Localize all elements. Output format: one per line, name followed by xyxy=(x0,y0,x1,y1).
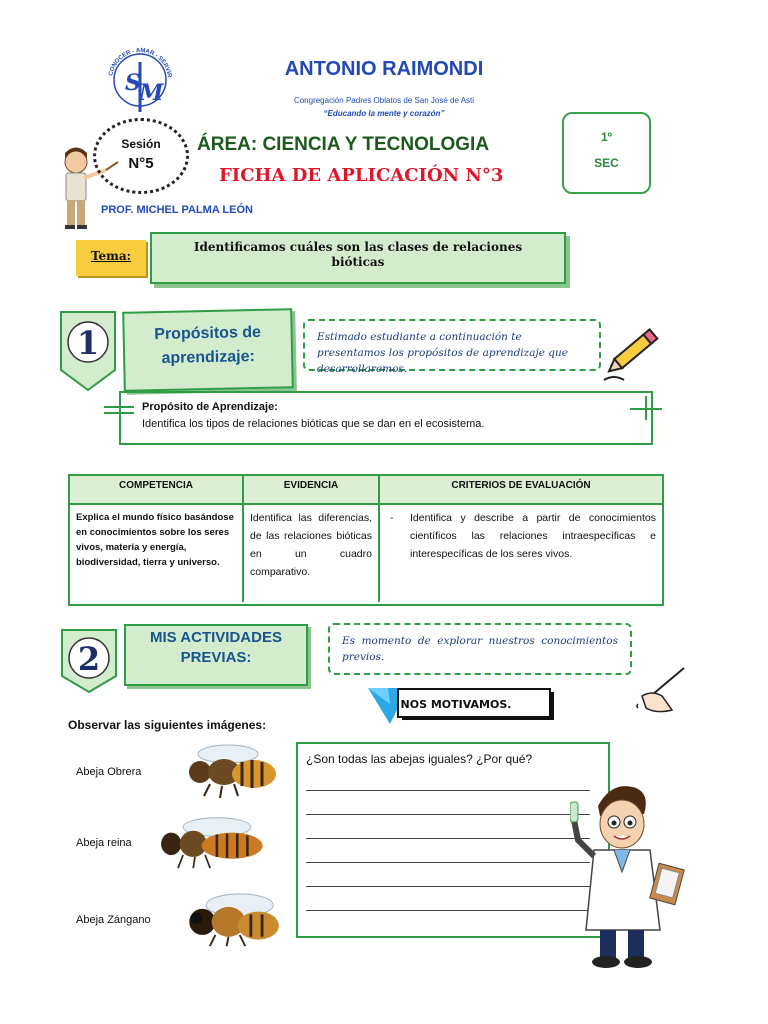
section-2-title-text: MIS ACTIVIDADES PREVIAS: xyxy=(150,629,282,666)
learning-purpose-text: Identifica los tipos de relaciones bióticas que se dan en el ecosistema. xyxy=(142,418,485,430)
svg-text:S: S xyxy=(125,70,141,96)
grade-level: SEC xyxy=(594,156,619,170)
queen-bee-image xyxy=(156,814,266,870)
subject-area: ÁREA: CIENCIA Y TECNOLOGIA xyxy=(197,134,490,155)
scientist-illustration xyxy=(570,780,690,970)
question-box xyxy=(296,742,610,938)
answer-line[interactable] xyxy=(306,814,590,815)
answer-line[interactable] xyxy=(306,910,590,911)
table-cell-evidencia: Identifica las diferencias, de las relaciones bióticas en un cuadro comparativo. xyxy=(244,505,380,602)
svg-text:M: M xyxy=(139,80,164,106)
school-name: ANTONIO RAIMONDI xyxy=(284,58,484,80)
bee-label-drone: Abeja Zángano xyxy=(76,914,151,926)
criteria-text: Identifica y describe a partir de conocimientos científicos las relaciones intraespecíficas e interespecíficas de los seres vivos. xyxy=(410,512,656,560)
session-number: N°5 xyxy=(128,155,154,172)
table-cell-competencia: Explica el mundo físico basándose en conocimientos sobre los seres vivos, materia y energía, biodiversidad, tierra y universo. xyxy=(70,505,244,602)
session-label: Sesión xyxy=(121,137,161,151)
section-1-number: 1 xyxy=(76,324,100,362)
section-2-note xyxy=(328,623,632,675)
motivation-banner xyxy=(368,688,556,724)
section-1-title xyxy=(122,308,294,392)
writing-hand-icon xyxy=(632,666,692,716)
answer-line[interactable] xyxy=(306,886,590,887)
grade-number: 1º xyxy=(600,130,613,144)
answer-line[interactable] xyxy=(306,790,590,791)
topic-box xyxy=(150,232,566,284)
question-text: ¿Son todas las abejas iguales? ¿Por qué? xyxy=(306,752,533,766)
section-2-number: 2 xyxy=(77,640,101,678)
criteria-bullet: - xyxy=(390,512,394,524)
section-1-title-text: Propósitos de aprendizaje: xyxy=(154,323,262,367)
table-header-criterios: CRITERIOS DE EVALUACIÓN xyxy=(380,476,662,505)
section-2-note-text: Es momento de explorar nuestros conocimientos previos. xyxy=(342,635,618,663)
section-1-badge xyxy=(59,310,117,392)
learning-purpose-box xyxy=(119,391,653,445)
section-2-badge xyxy=(60,628,118,710)
topic-label xyxy=(76,240,146,276)
section-2-title xyxy=(124,624,308,686)
competence-table xyxy=(68,474,664,606)
learning-purpose-title: Propósito de Aprendizaje: xyxy=(142,401,278,413)
answer-line[interactable] xyxy=(306,862,590,863)
drone-bee-image xyxy=(180,892,290,948)
pencil-icon xyxy=(600,320,664,384)
topic-text: Identificamos cuáles son las clases de relaciones bióticas xyxy=(193,240,523,269)
worker-bee-image xyxy=(180,742,290,798)
session-badge xyxy=(93,118,189,194)
teacher-name: PROF. MICHEL PALMA LEÓN xyxy=(101,204,253,216)
table-header-competencia: COMPETENCIA xyxy=(70,476,244,505)
table-header-evidencia: EVIDENCIA xyxy=(244,476,380,505)
observe-instruction: Observar las siguientes imágenes: xyxy=(68,718,267,732)
topic-label-text: Tema: xyxy=(90,249,132,263)
table-cell-criterios xyxy=(380,505,662,602)
grade-badge xyxy=(562,112,651,194)
congregation-name: Congregación Padres Oblatos de San José de Asti xyxy=(293,96,475,105)
school-motto: “Educando la mente y corazón” xyxy=(323,109,445,118)
svg-text:CONOCER - AMAR - SERVIR: CONOCER - AMAR - SERVIR xyxy=(108,47,172,79)
section-1-note xyxy=(303,319,601,375)
answer-line[interactable] xyxy=(306,838,590,839)
section-1-note-text: Estimado estudiante a continuación te presentamos los propósitos de aprendizaje que desarrollaremos. xyxy=(317,331,568,375)
motivation-text: NOS MOTIVAMOS. xyxy=(400,698,512,711)
worksheet-title: FICHA DE APLICACIÓN N°3 xyxy=(219,165,504,186)
bee-label-queen: Abeja reina xyxy=(76,837,132,849)
bee-label-worker: Abeja Obrera xyxy=(76,766,142,778)
